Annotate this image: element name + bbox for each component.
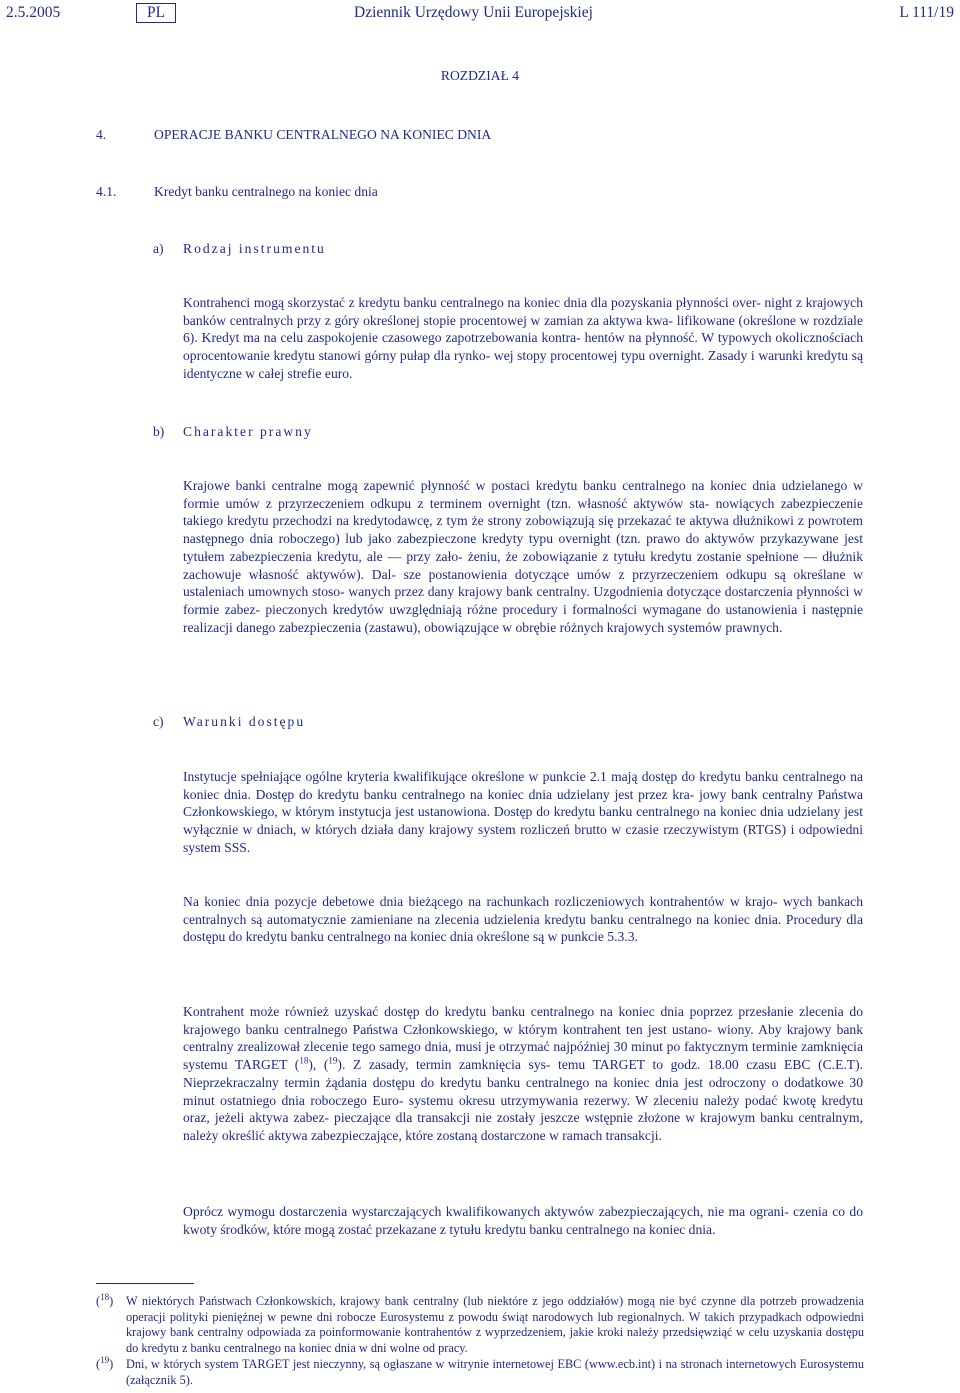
section-number: 4. xyxy=(96,127,107,142)
publication-date: 2.5.2005 xyxy=(6,4,61,21)
footnote-ref-19[interactable]: 19 xyxy=(328,1055,338,1066)
footnote-text: Dni, w których system TARGET jest nieczynny, są ogłaszane w witrynie internetowej EBC (www.ecb.int) i na stronach internetowych Eurosystemu (załącznik 5). xyxy=(126,1357,864,1387)
footnote-ref-18[interactable]: 18 xyxy=(299,1055,309,1066)
paragraph: Oprócz wymogu dostarczenia wystarczających kwalifikowanych aktywów zabezpieczających, nie ma ograni- czenia co do kwoty środków, które mogą zostać przekazane z tytułu kredytu banku centralnego na koniec dnia. xyxy=(183,1204,863,1237)
subsection-number: 4.1. xyxy=(96,184,117,199)
running-header xyxy=(6,4,954,26)
journal-title: Dziennik Urzędowy Unii Europejskiej xyxy=(354,4,593,21)
paragraph: Kontrahent może również uzyskać dostęp do kredytu banku centralnego na koniec dnia poprzez przesłanie zlecenia do krajowego banku centralnego Państwa Członkowskiego, w którym kontrahent ten jest ustano- wiony. Aby krajowy bank centralny zrealizował zlecenie tego samego dnia, musi je otrzymać najpóźniej 30 minut po faktycznym terminie zamknięcia systemu TARGET ($^{18}$), ($^{19}$). Z zasady, termin zamknięcia sys- temu TARGET to godz. 18.00 czasu EBC (C.E.T). Nieprzekraczalny termin żądania dostępu do kredytu banku centralnego na koniec dnia jest odroczony o dodatkowe 30 minut ostatniego dnia roboczego Euro- systemu okresu utrzymywania rezerwy. W zleceniu należy podać kwotę kredytu oraz, jeżeli aktywa zabez- pieczające dla transakcji nie zostały jeszcze wstępnie złożone w krajowym banku centralnym, należy określić aktywa zabezpieczające, które zostaną dostarczone w ramach transakcji. xyxy=(183,1004,864,1143)
part-letter: b) xyxy=(153,424,165,439)
part-title: Charakter prawny xyxy=(183,424,313,439)
part-title: Rodzaj instrumentu xyxy=(183,241,326,256)
paragraph: Na koniec dnia pozycje debetowe dnia bieżącego na rachunkach rozliczeniowych kontrahentów w krajo- wych bankach centralnych są automatycznie zamieniane na zlecenia udzielenia kredytu banku centralnego na koniec dnia. Procedury dla dostępu do kredytu banku centralnego na koniec dnia określone są w punkcie 5.3.3. xyxy=(183,894,863,945)
part-letter: a) xyxy=(153,241,164,256)
chapter-heading: ROZDZIAŁ 4 xyxy=(440,68,520,83)
paragraph: Kontrahenci mogą skorzystać z kredytu banku centralnego na koniec dnia dla pozyskania płynności over- night z krajowych banków centralnych przy z góry określonej stopie procentowej w zamian za aktywa kwa- lifikowane (określone w rozdziale 6). Kredyt ma na celu zaspokojenie czasowego zapotrzebowania kontra- hentów na płynność. W typowych okolicznościach oprocentowanie kredytu stanowi górny pułap dla rynko- wej stopy procentowej typu overnight. Zasady i warunki kredytu są identyczne w całej strefie euro. xyxy=(183,295,863,381)
language-code: PL xyxy=(136,3,176,23)
page-reference: L 111/19 xyxy=(899,4,954,21)
footnote-text: W niektórych Państwach Członkowskich, krajowy bank centralny (lub niektóre z jego oddziałów) mogą nie być czynne dla potrzeb prowadzenia operacji polityki pieniężnej w pewne dni robocze Eurosystemu z powodu świąt narodowych lub regionalnych. W takich przypadkach odpowiedni krajowy bank centralny odpowiada za poinformowanie kontrahentów z wyprzedzeniem, jakie kroki należy przedsięwziąć w celu uzyskania dostępu do kredytu z banku centralnego na koniec dnia w dni wolne od pracy. xyxy=(126,1294,864,1355)
section-title: OPERACJE BANKU CENTRALNEGO NA KONIEC DNIA xyxy=(154,127,492,142)
section-heading xyxy=(96,126,491,144)
subsection-heading xyxy=(96,183,378,201)
footnote-rule xyxy=(96,1283,194,1284)
paragraph: Instytucje spełniające ogólne kryteria kwalifikujące określone w punkcie 2.1 mają dostęp do kredytu banku centralnego na koniec dnia. Dostęp do kredytu banku centralnego na koniec dnia udzielany jest przez kra- jowy bank centralny Państwa Członkowskiego, w którym instytucja jest ustanowiona. Dostęp do kredytu banku centralnego na koniec dnia udzielany jest wyłącznie w dniach, w których działa dany krajowy system rozliczeń brutto w czasie rzeczywistym (RTGS) i odpowiedni system SSS. xyxy=(183,769,863,855)
paragraph: Krajowe banki centralne mogą zapewnić płynność w postaci kredytu banku centralnego na koniec dnia udzielanego w formie umów z przyrzeczeniem odkupu z terminem overnight (tzn. własność aktywów sta- nowiących zabezpieczenie takiego kredytu przechodzi na kredytodawcę, z tym że strony zobowiązują się przekazać te aktywa dłużnikowi z powrotem następnego dnia roboczego) lub jako zabezpieczone kredyty typu overnight (tzn. prawo do aktywów przykazywane jest tytułem zabezpieczenia kredytu, ale — przy zało- żeniu, że zobowiązanie z tytułu kredytu zostanie spełnione — dłużnik zachowuje własność aktywów). Dal- sze postanowienia dotyczące umów z przyrzeczeniem odkupu są określane w ustaleniach umownych stoso- wanych przez dany krajowy bank centralny. Uzgodnienia dotyczące dostarczenia płynności w formie zabez- pieczonych kredytów uwzględniają różne procedury i formalności wymagane do ustanowienia i następnie realizacji danego zabezpieczenia (zastawu), obowiązujące w obrębie różnych krajowych systemów prawnych. xyxy=(183,478,863,635)
part-letter: c) xyxy=(153,714,164,729)
part-title: Warunki dostępu xyxy=(183,714,306,729)
footnote-mark: ($^{19}$) xyxy=(96,1354,114,1371)
subsection-title: Kredyt banku centralnego na koniec dnia xyxy=(154,184,378,199)
footnote-mark: ($^{18}$) xyxy=(96,1291,114,1308)
